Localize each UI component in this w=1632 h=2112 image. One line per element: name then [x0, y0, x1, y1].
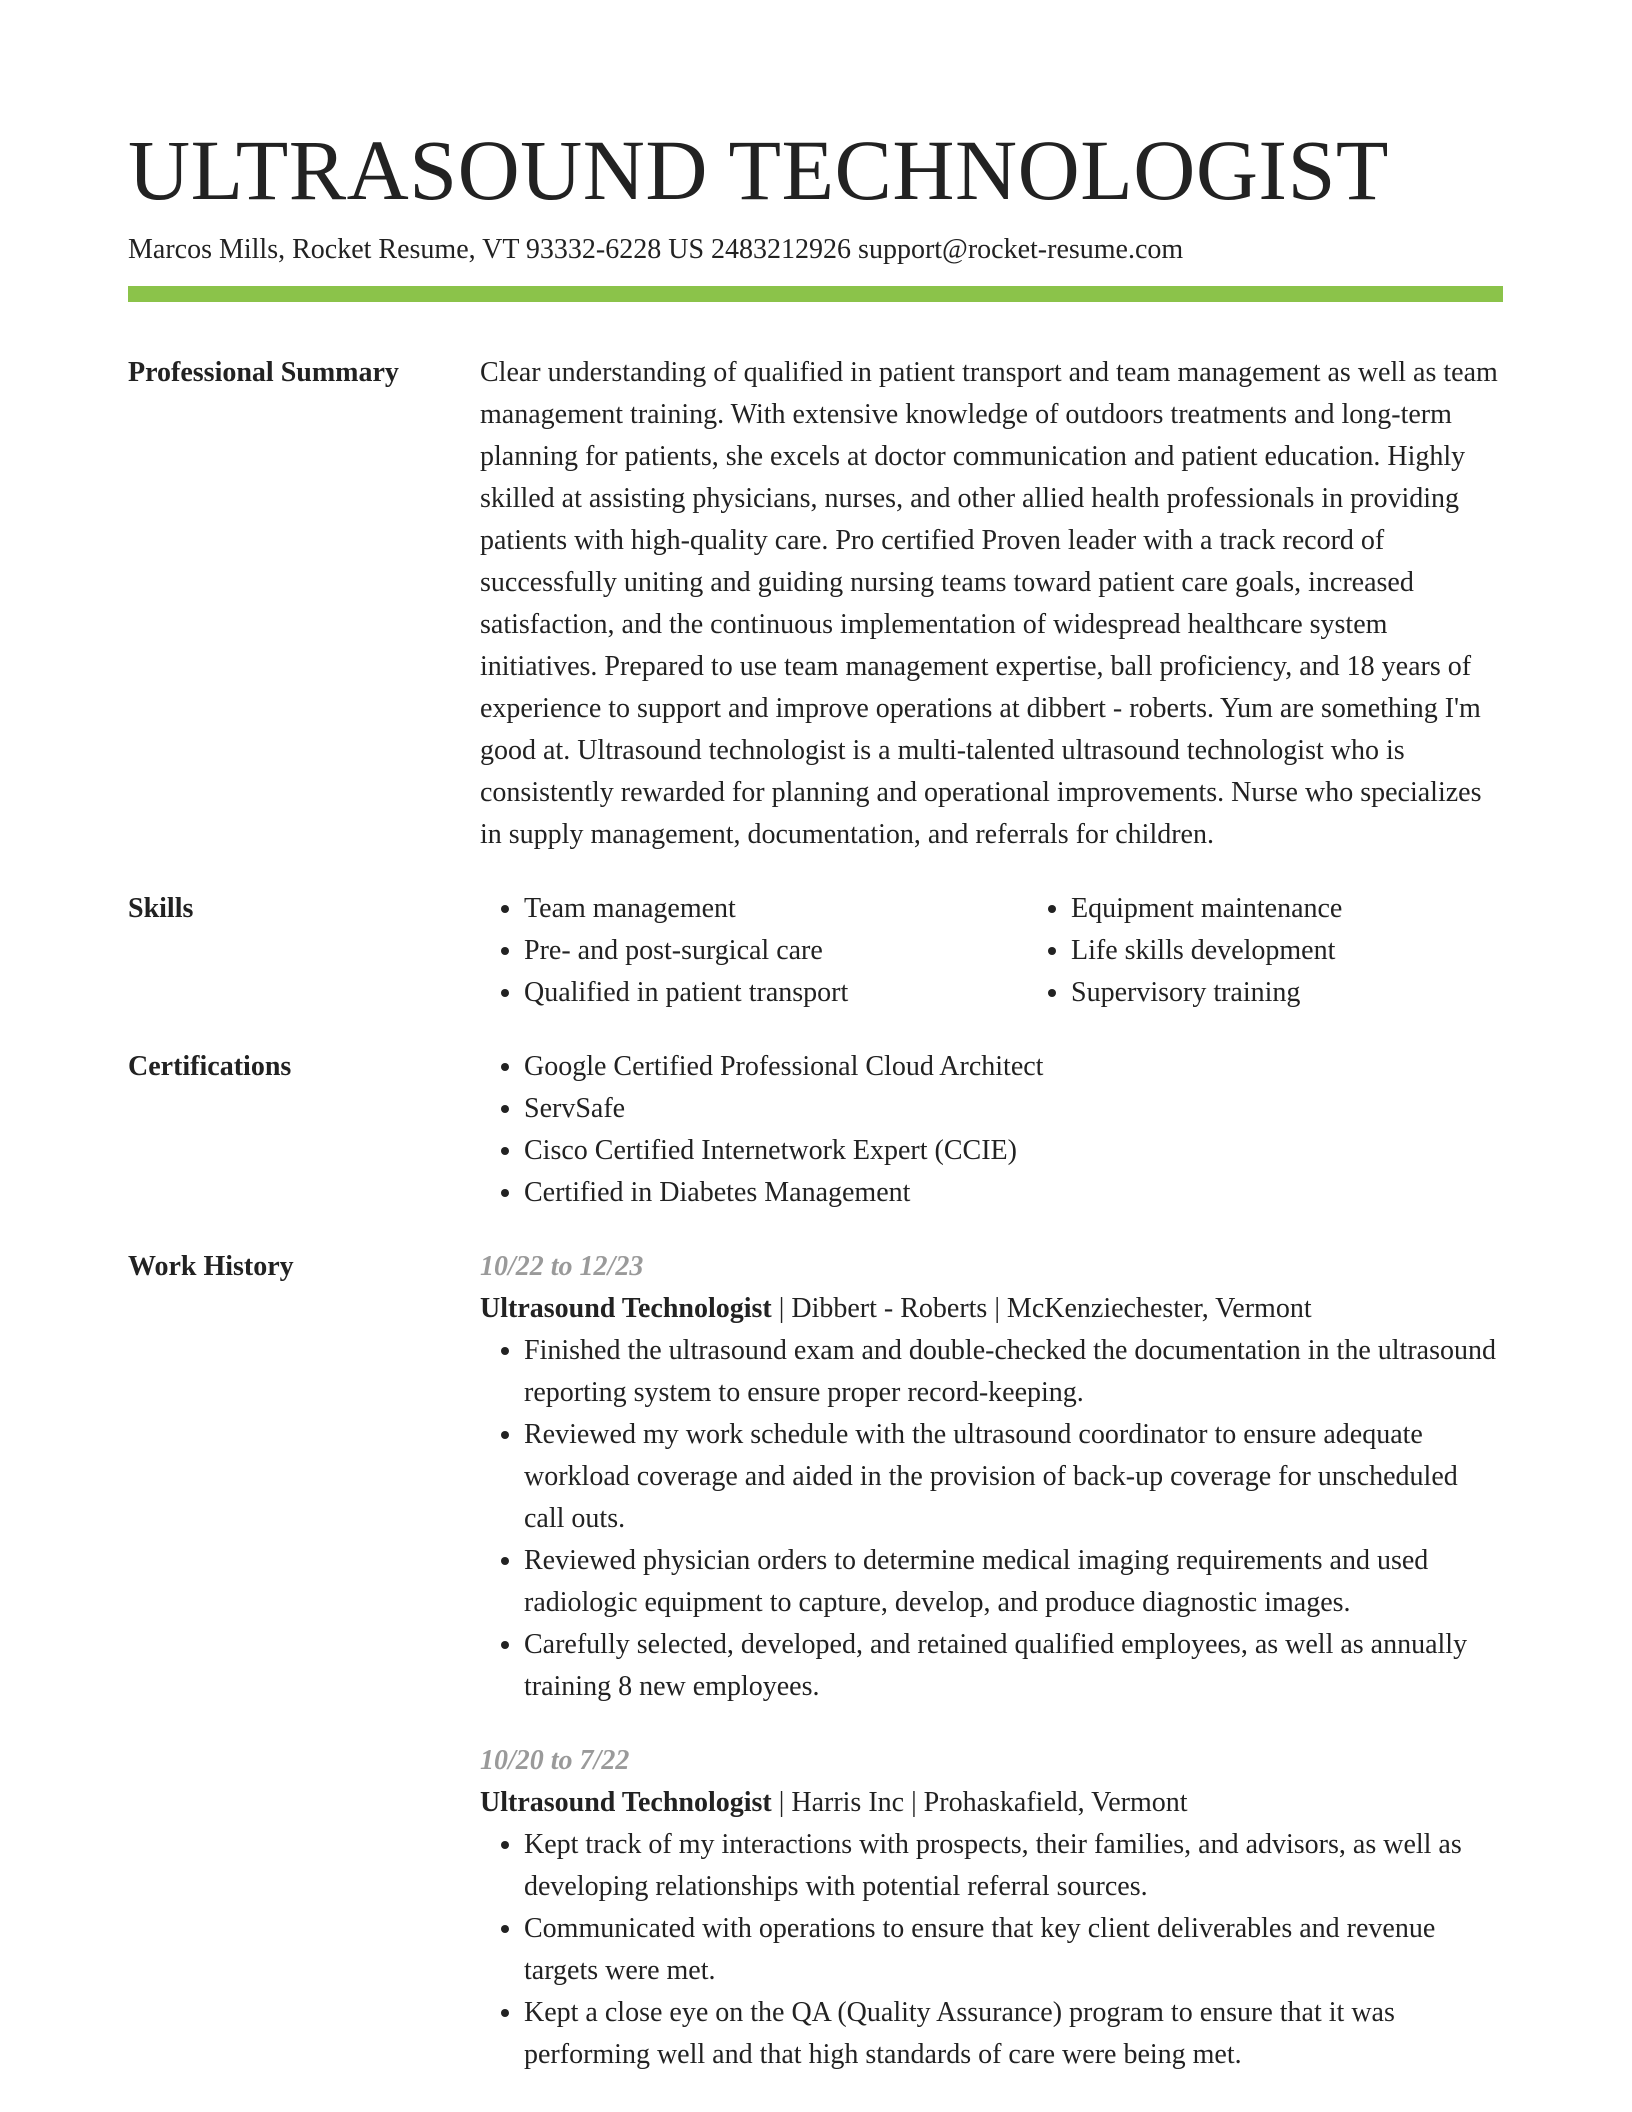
job-dates: 10/22 to 12/23 [480, 1251, 644, 1282]
certification-item: • ServSafe [524, 1088, 1503, 1130]
contact-line: Marcos Mills, Rocket Resume, VT 93332-6228 US 2483212926 support@rocket-resume.com [128, 234, 1184, 265]
skills-grid [480, 888, 1574, 1014]
job-bullet: • Kept track of my interactions with prospects, their families, and advisors, as well as developing relationships with potential referral sources. [524, 1824, 1503, 1908]
skill-item: • Pre- and post-surgical care [524, 930, 1027, 972]
certifications-label: Certifications [128, 1051, 292, 1082]
certification-item: • Certified in Diabetes Management [524, 1172, 1503, 1214]
job-heading [480, 1782, 1503, 1824]
work-history-section [128, 1246, 1503, 2076]
skill-item: • Equipment maintenance [1071, 888, 1574, 930]
certifications-section [128, 1046, 1503, 1214]
certifications-list [480, 1046, 1503, 1214]
job-title: Ultrasound Technologist [480, 1293, 772, 1324]
certification-item: • Cisco Certified Internetwork Expert (CCIE) [524, 1130, 1503, 1172]
job-heading [480, 1288, 1503, 1330]
job-entry [480, 1740, 1503, 2076]
work-history-label: Work History [128, 1251, 294, 1282]
skills-section [128, 888, 1503, 1014]
skill-item: • Team management [524, 888, 1027, 930]
resume-page [128, 120, 1503, 2076]
job-bullets [480, 1824, 1503, 2076]
certification-item: • Google Certified Professional Cloud Architect [524, 1046, 1503, 1088]
job-bullets [480, 1330, 1503, 1708]
accent-divider [128, 286, 1503, 302]
skills-column-1 [480, 888, 1027, 1014]
skills-column-2 [1027, 888, 1574, 1014]
job-dates: 10/20 to 7/22 [480, 1745, 630, 1776]
job-bullet: • Communicated with operations to ensure that key client deliverables and revenue targets were met. [524, 1908, 1503, 1992]
skill-item: • Qualified in patient transport [524, 972, 1027, 1014]
summary-label: Professional Summary [128, 357, 399, 388]
resume-title: ULTRASOUND TECHNOLOGIST [128, 122, 1389, 218]
job-bullet: • Reviewed my work schedule with the ultrasound coordinator to ensure adequate workload coverage and aided in the provision of back-up coverage for unscheduled call outs. [524, 1414, 1503, 1540]
job-details: | Dibbert - Roberts | McKenziechester, Vermont [771, 1293, 1312, 1324]
job-bullet: • Reviewed physician orders to determine medical imaging requirements and used radiologic equipment to capture, develop, and produce diagnostic images. [524, 1540, 1503, 1624]
skills-label: Skills [128, 893, 194, 924]
job-bullet: • Kept a close eye on the QA (Quality Assurance) program to ensure that it was performing well and that high standards of care were being met. [524, 1992, 1503, 2076]
job-title: Ultrasound Technologist [480, 1787, 772, 1818]
summary-text: Clear understanding of qualified in patient transport and team management as well as team management training. With extensive knowledge of outdoors treatments and long-term planning for patients, she excels at doctor communication and patient education. Highly skilled at assisting physicians, nurses, and other allied health professionals in providing patients with high-quality care. Pro certified Proven leader with a track record of successfully uniting and guiding nursing teams toward patient care goals, increased satisfaction, and the continuous implementation of widespread healthcare system initiatives. Prepared to use team management expertise, ball proficiency, and 18 years of experience to support and improve operations at dibbert - roberts. Yum are something I'm good at. Ultrasound technologist is a multi-talented ultrasound technologist who is consistently rewarded for planning and operational improvements. Nurse who specializes in supply management, documentation, and referrals for children. [480, 357, 1498, 850]
summary-section [128, 352, 1503, 856]
job-bullet: • Carefully selected, developed, and retained qualified employees, as well as annually training 8 new employees. [524, 1624, 1503, 1708]
skill-item: • Supervisory training [1071, 972, 1574, 1014]
job-details: | Harris Inc | Prohaskafield, Vermont [771, 1787, 1188, 1818]
job-bullet: • Finished the ultrasound exam and double-checked the documentation in the ultrasound reporting system to ensure proper record-keeping. [524, 1330, 1503, 1414]
skill-item: • Life skills development [1071, 930, 1574, 972]
job-entry [480, 1246, 1503, 1708]
